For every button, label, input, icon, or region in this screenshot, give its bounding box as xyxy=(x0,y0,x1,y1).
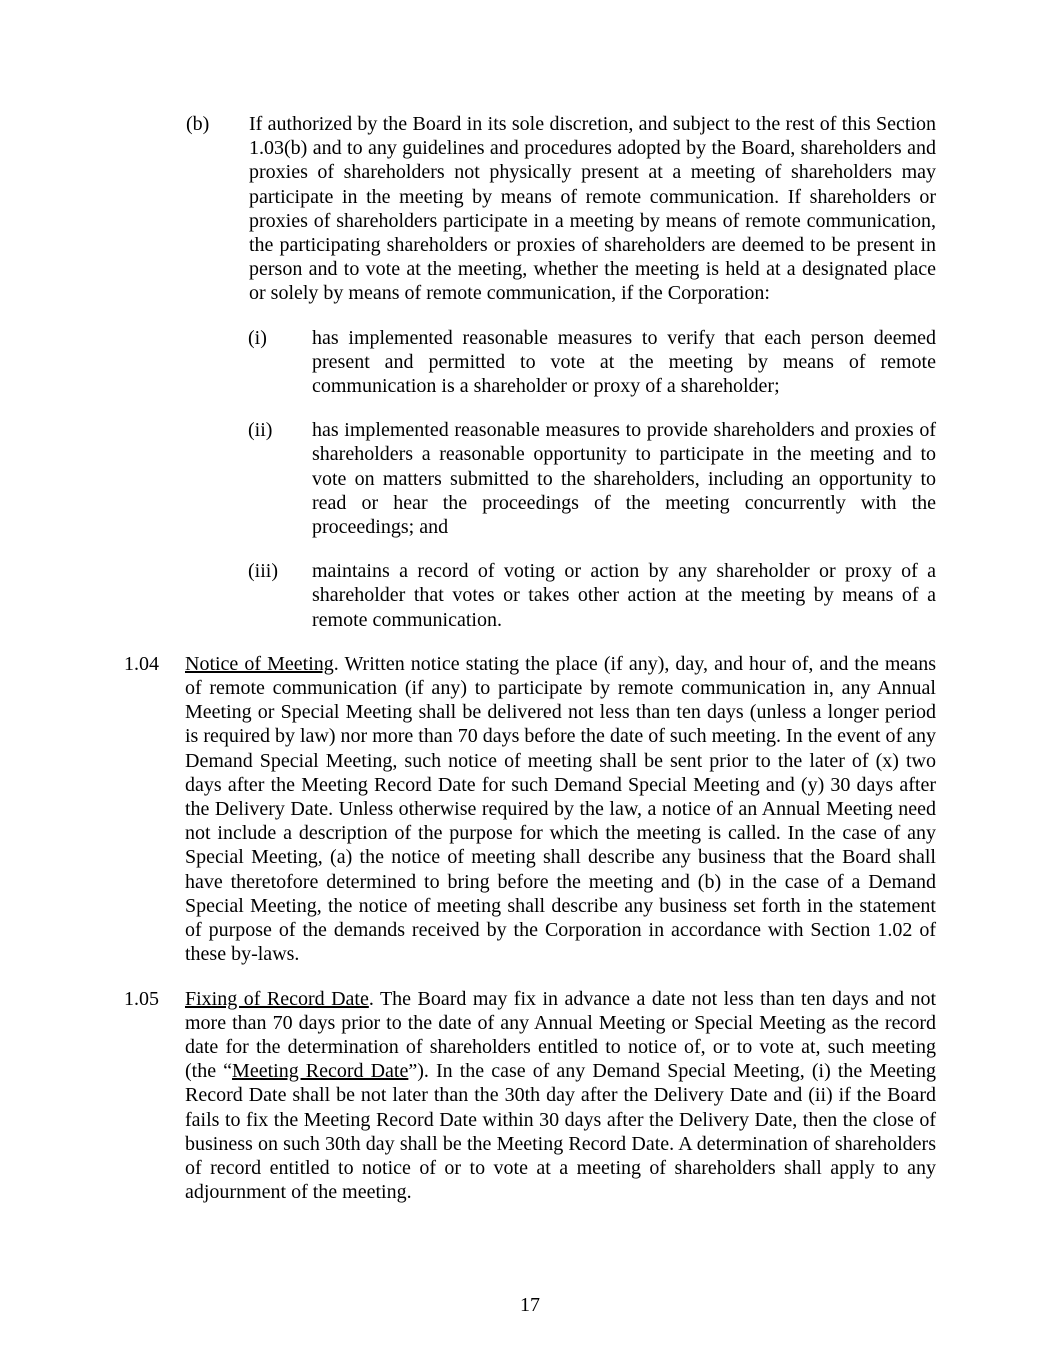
body-text: ”). In the case of any Demand Special Meeting, (i) the Meeting Record Date shall be not later than the 30th day after the Delivery Date and (ii) if the Board fails to fix the Meeting Record Date within 30 days after the Delivery Date, then the close of business on such 30th day shall be the Meeting Record Date. A determination of shareholders of record entitled to notice of or to vote at a meeting of shareholders shall apply to any adjournment of the meeting. xyxy=(185,1060,936,1204)
body-text: has implemented reasonable measures to verify that each person deemed present and permitted to vote at the meeting by means of remote communication is a shareholder or proxy of a shareholder; xyxy=(312,326,936,398)
paragraph-label: (ii) xyxy=(248,419,273,442)
body-text: maintains a record of voting or action by any shareholder or proxy of a shareholder that votes or takes other action at the meeting by means of a remote communication. xyxy=(312,560,936,631)
document-body xyxy=(124,112,936,1224)
underlined-text: Meeting Record Date xyxy=(232,1060,409,1083)
paragraph-label: (iii) xyxy=(248,560,278,583)
paragraph-item-iii xyxy=(248,559,936,632)
paragraph-text xyxy=(185,987,936,1205)
body-text: . The Board may fix in advance a date not less than ten days and not more than 70 days prior to the date of any Annual Meeting or Special Meeting as the record date for the determination of shareholders entitled to notice of, or to vote at, such meeting (the “ xyxy=(185,987,937,1083)
body-text: . Written notice stating the place (if any), day, and hour of, and the means of remote communication (if any) to participate by remote communication in, any Annual Meeting or Special Meeting shall be delivered not less than ten days (unless a longer period is required by law) nor more than 70 days before the date of such meeting. In the event of any Demand Special Meeting, such notice of meeting shall be sent prior to the later of (x) two days after the Meeting Record Date for such Demand Special Meeting and (y) 30 days after the Delivery Date. Unless otherwise required by the law, a notice of an Annual Meeting need not include a description of the purpose for which the meeting is called. In the case of any Special Meeting, (a) the notice of meeting shall describe any business that the Board shall have theretofore determined to bring before the meeting and (b) in the case of a Demand Special Meeting, the notice of meeting shall describe any business set forth in the statement of purpose of the demands received by the Corporation in accordance with Section 1.02 of these by-laws. xyxy=(185,652,936,966)
paragraph-text xyxy=(249,112,936,306)
paragraph-label: (i) xyxy=(248,326,267,349)
underlined-text: Notice of Meeting xyxy=(185,652,334,675)
paragraph-label: 1.04 xyxy=(124,652,159,675)
paragraph-section-1-05 xyxy=(124,987,936,1205)
underlined-text: Fixing of Record Date xyxy=(185,987,369,1010)
body-text: If authorized by the Board in its sole discretion, and subject to the rest of this Section 1.03(b) and to any guidelines and procedures adopted by the Board, shareholders and proxies of shareholders not physically present at a meeting of shareholders may participate in the meeting by means of remote communication. If shareholders or proxies of shareholders participate in a meeting by means of remote communication, the participating shareholders or proxies of shareholders are deemed to be present in person and to vote at the meeting, whether the meeting is held at a designated place or solely by means of remote communication, if the Corporation: xyxy=(249,113,936,305)
paragraph-section-1-04 xyxy=(124,652,936,967)
paragraph-text xyxy=(312,326,936,399)
page-number: 17 xyxy=(520,1294,540,1316)
paragraph-label: 1.05 xyxy=(124,987,159,1010)
paragraph-item-i xyxy=(248,326,936,399)
paragraph-text xyxy=(312,418,936,539)
body-text: has implemented reasonable measures to provide shareholders and proxies of shareholders a reasonable opportunity to participate in the meeting and to vote on matters submitted to the shareholders, including an opportunity to read or hear the proceedings of the meeting concurrently with the proceedings; and xyxy=(312,419,936,539)
paragraph-item-ii xyxy=(248,418,936,539)
paragraph-item-b xyxy=(186,112,936,306)
paragraph-text xyxy=(185,652,936,967)
paragraph-text xyxy=(312,559,936,632)
paragraph-label: (b) xyxy=(186,113,210,135)
